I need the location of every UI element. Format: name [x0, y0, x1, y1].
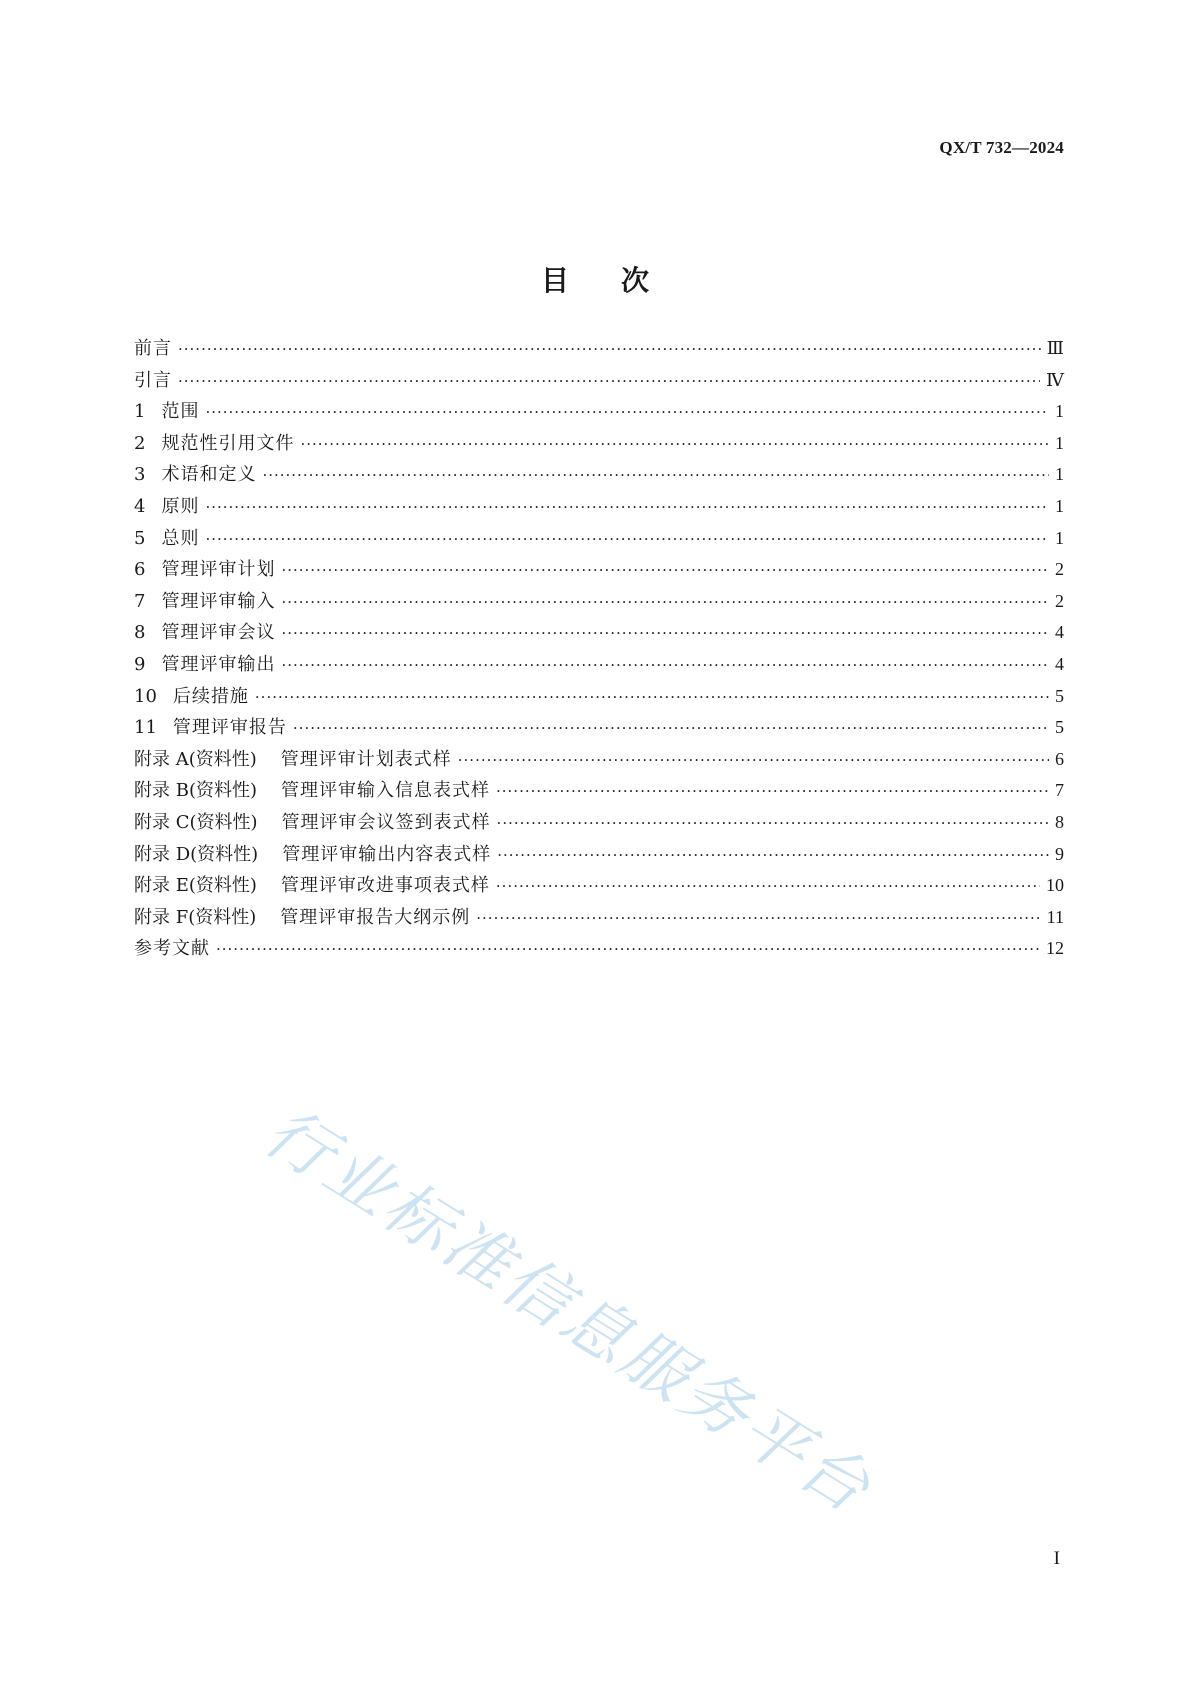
toc-entry-11[interactable]: [134, 713, 1064, 745]
toc-entry-introduction[interactable]: [134, 366, 1064, 398]
toc-entry-label: 术语和定义: [161, 464, 257, 486]
toc-title: 目次: [540, 263, 701, 297]
toc-entry-page: 4: [1055, 622, 1064, 643]
toc-entry-label: 原则: [161, 495, 200, 517]
dot-leader: [178, 372, 1040, 390]
toc-entry-appendix-d[interactable]: [134, 840, 1064, 872]
toc-entry-8[interactable]: [134, 618, 1064, 650]
dot-leader: [255, 688, 1049, 706]
toc-entry-label: 范围: [161, 401, 200, 423]
toc-entry-label: 管理评审输出: [161, 653, 276, 675]
toc-entry-label: 管理评审输入信息表式样: [281, 780, 490, 802]
toc-entry-page: 5: [1055, 717, 1064, 738]
toc-entry-label: 后续措施: [172, 685, 249, 707]
toc-entry-number: 附录 B(资料性): [134, 780, 257, 802]
toc-entry-page: 4: [1055, 653, 1064, 674]
toc-entry-page: 8: [1055, 811, 1064, 832]
toc-entry-2[interactable]: [134, 429, 1064, 461]
dot-leader: [496, 877, 1040, 895]
toc-entry-number: 附录 D(资料性): [134, 843, 259, 865]
toc-entry-number: 附录 E(资料性): [134, 875, 257, 897]
dot-leader: [205, 403, 1049, 421]
dot-leader: [300, 435, 1049, 453]
page-number: I: [1053, 1548, 1060, 1569]
toc-entry-5[interactable]: [134, 524, 1064, 556]
toc-entry-4[interactable]: [134, 492, 1064, 524]
toc-entry-page: 2: [1055, 590, 1064, 611]
dot-leader: [205, 530, 1049, 548]
toc-entry-label: 总则: [161, 527, 200, 549]
toc-entry-label: 管理评审输入: [161, 590, 276, 612]
dot-leader: [262, 466, 1049, 484]
table-of-contents: [134, 334, 1064, 966]
dot-leader: [458, 751, 1049, 769]
toc-entry-references[interactable]: [134, 934, 1064, 966]
toc-entry-page: 1: [1055, 527, 1064, 548]
standard-code: QX/T 732—2024: [939, 138, 1064, 157]
toc-entry-3[interactable]: [134, 460, 1064, 492]
dot-leader: [281, 656, 1049, 674]
toc-entry-appendix-c[interactable]: [134, 808, 1064, 840]
dot-leader: [281, 624, 1049, 642]
toc-entry-10[interactable]: [134, 682, 1064, 714]
toc-entry-page: 7: [1055, 780, 1064, 801]
toc-entry-page: 1: [1055, 432, 1064, 453]
toc-entry-label: 管理评审输出内容表式样: [282, 843, 492, 865]
toc-entry-label: 规范性引用文件: [161, 432, 295, 454]
toc-entry-page: 1: [1055, 495, 1064, 516]
dot-leader: [476, 909, 1040, 927]
toc-entry-number: 11: [134, 717, 157, 739]
dot-leader: [205, 498, 1049, 516]
toc-entry-number: 8: [134, 622, 146, 644]
toc-entry-page: 5: [1055, 685, 1064, 706]
toc-entry-label: 前言: [134, 338, 172, 359]
toc-entry-appendix-a[interactable]: [134, 745, 1064, 777]
toc-entry-appendix-f[interactable]: [134, 903, 1064, 935]
toc-entry-page: Ⅲ: [1046, 338, 1064, 358]
toc-entry-label: 管理评审计划: [161, 559, 276, 581]
toc-entry-number: 3: [134, 464, 146, 486]
toc-entry-1[interactable]: [134, 397, 1064, 429]
toc-entry-label: 管理评审会议: [161, 622, 276, 644]
toc-entry-appendix-e[interactable]: [134, 871, 1064, 903]
toc-entry-label: 管理评审会议签到表式样: [281, 811, 491, 833]
dot-leader: [293, 719, 1049, 737]
toc-entry-page: 9: [1055, 843, 1064, 864]
toc-entry-foreword[interactable]: [134, 334, 1064, 366]
toc-entry-number: 附录 F(资料性): [134, 906, 257, 928]
toc-entry-label: 管理评审报告: [172, 717, 287, 739]
toc-entry-7[interactable]: [134, 587, 1064, 619]
toc-entry-number: 附录 C(资料性): [134, 811, 258, 833]
toc-entry-6[interactable]: [134, 555, 1064, 587]
toc-entry-appendix-b[interactable]: [134, 776, 1064, 808]
toc-entry-number: 10: [134, 685, 157, 707]
toc-entry-number: 1: [134, 401, 146, 423]
toc-entry-page: 10: [1046, 875, 1064, 896]
watermark: 行业标准信息服务平台: [251, 1092, 886, 1529]
dot-leader: [281, 593, 1049, 611]
toc-entry-label: 管理评审计划表式样: [280, 748, 452, 770]
dot-leader: [496, 782, 1049, 800]
toc-entry-label: 引言: [134, 369, 172, 391]
dot-leader: [497, 846, 1049, 864]
toc-entry-page: 12: [1046, 938, 1064, 959]
dot-leader: [216, 940, 1040, 958]
toc-entry-number: 9: [134, 653, 146, 675]
toc-entry-number: 7: [134, 590, 146, 612]
toc-entry-page: 1: [1055, 464, 1064, 485]
dot-leader: [178, 340, 1041, 358]
toc-entry-number: 6: [134, 559, 146, 581]
toc-entry-label: 管理评审改进事项表式样: [280, 875, 490, 897]
toc-entry-label: 参考文献: [134, 938, 210, 960]
toc-entry-number: 附录 A(资料性): [134, 748, 257, 770]
toc-entry-9[interactable]: [134, 650, 1064, 682]
toc-entry-page: 2: [1055, 559, 1064, 580]
toc-entry-number: 2: [134, 432, 146, 454]
toc-entry-page: 11: [1046, 906, 1064, 927]
toc-entry-page: 6: [1055, 748, 1064, 769]
toc-entry-number: 4: [134, 495, 146, 517]
toc-entry-number: 5: [134, 527, 146, 549]
dot-leader: [281, 561, 1049, 579]
dot-leader: [497, 814, 1049, 832]
toc-entry-page: Ⅳ: [1046, 369, 1064, 390]
toc-entry-label: 管理评审报告大纲示例: [280, 906, 471, 928]
toc-entry-page: 1: [1055, 401, 1064, 422]
